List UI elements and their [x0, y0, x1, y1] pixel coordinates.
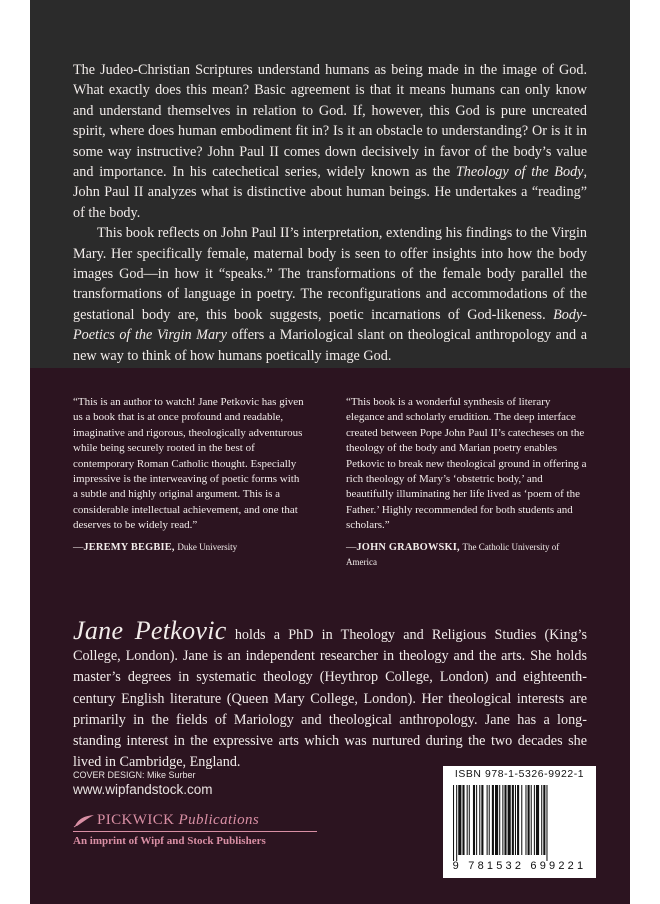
publisher-name: PICKWICK Publications — [97, 812, 260, 828]
barcode-bar — [543, 785, 545, 855]
barcode-bar — [456, 785, 457, 861]
barcode-bar — [525, 785, 526, 855]
barcode-bar — [476, 785, 477, 855]
endorsement-grabowski — [346, 395, 590, 570]
back-cover — [30, 0, 630, 904]
barcode-bar — [515, 785, 516, 855]
barcode-bar — [467, 785, 468, 855]
publisher-imprint: An imprint of Wipf and Stock Publishers — [73, 835, 266, 847]
publisher-website: www.wipfandstock.com — [73, 782, 213, 797]
cover-design-credit: COVER DESIGN: Mike Surber — [73, 770, 196, 780]
barcode-bar — [508, 785, 511, 855]
barcode-bar — [536, 785, 539, 855]
endorser-name: JOHN GRABOWSKI, — [356, 541, 460, 553]
barcode-bar — [512, 785, 514, 855]
isbn-label: ISBN 978-1-5326-9922-1 — [454, 769, 585, 780]
barcode-bar — [453, 785, 454, 861]
barcode-bar — [546, 785, 547, 861]
description-paragraph-2: This book reflects on John Paul II’s interpretation, extending his findings to the Virgin Mary. Her specifically female, maternal body is seen to offer insights into how the body images God—in how it “speaks.” The transformations of the female body parallel the transformations of language in poetry. The reconfigurations and accommodations of the gestational body are, this book suggests, poetic incarnations of God-likeness. Body-Poetics of the Virgin Mary offers a Mariological slant on theological anthropology and a new way to think of how humans poetically image God. — [73, 225, 588, 364]
barcode-bar — [495, 785, 498, 855]
barcode-bar — [528, 785, 530, 855]
endorsement-begbie — [73, 395, 305, 555]
barcode-bar — [479, 785, 480, 855]
endorsement-attribution: —JOHN GRABOWSKI, The Catholic University of America — [346, 541, 560, 568]
barcode-bar — [492, 785, 494, 855]
endorsement-quote: “This is an author to watch! Jane Petkovic has given us a book that is at once profound and readable, imaginative and rigorous, theologically adventurous while being securely rooted in the best of contemporary Roman Catholic thought. Especially impressive is the interweaving of poetic forms with a subtle and highly original argument. This is a considerable intellectual achievement, and one that deserves to be widely read.” — [73, 396, 304, 532]
author-name: Jane Petkovic — [73, 616, 227, 645]
barcode-bar — [531, 785, 532, 855]
barcode-bar — [469, 785, 470, 855]
publisher-logo — [73, 812, 317, 847]
barcode-bar — [462, 785, 464, 855]
isbn-barcode — [443, 766, 596, 878]
series-title: Theology of the Body — [455, 164, 584, 181]
author-bio — [73, 616, 588, 773]
endorser-affiliation: The Catholic University of America — [346, 541, 560, 568]
description-paragraph-1: The Judeo-Christian Scriptures understand humans as being made in the image of God. What exactly does this mean? Basic agreement is that it means humans can only know and understand themselves in relation to God. If, however, this God is pure uncreated spirit, where does human embodiment fit in? Is it an obstacle to understanding? Or is it in some way instructive? John Paul II comes down decisively in favor of the body’s value and importance. In his catechetical series, widely known as the Theology of the Body, John Paul II analyzes what is distinctive about human beings. He undertakes a “reading” of the body. — [73, 62, 588, 221]
barcode-bar — [473, 785, 475, 855]
barcode-bar — [534, 785, 535, 855]
endorser-name: JEREMY BEGBIE, — [83, 541, 175, 553]
endorser-affiliation: Duke University — [177, 541, 238, 552]
barcode-bar — [458, 785, 461, 855]
barcode-bar — [502, 785, 503, 855]
book-title: Body-Poetics of the Virgin Mary — [73, 306, 587, 344]
author-bio-text: holds a PhD in Theology and Religious Studies (King’s College, London). Jane is an independent researcher in theology and the arts. She holds master’s degrees in systematic theology (Heythrop College, London) and eighteenth-century English literature (Queen Mary College, London). Her theological interests are primarily in the fields of Mariology and theological anthropology. Jane has a long-standing interest in the expressive arts which was nurtured during the two decades she lived in Cambridge, England. — [73, 627, 588, 771]
barcode-bar — [517, 785, 519, 855]
barcode-bar — [499, 785, 500, 855]
book-description — [73, 60, 587, 366]
barcode-bar — [487, 785, 488, 855]
barcode-bar — [481, 785, 483, 855]
barcode-bar — [489, 785, 490, 855]
barcode-icon — [451, 785, 588, 861]
barcode-bar — [521, 785, 522, 855]
publisher-name-line — [73, 812, 317, 829]
quill-logo-icon — [73, 814, 95, 828]
publisher-rule — [73, 831, 317, 832]
endorsement-quote: “This book is a wonderful synthesis of literary elegance and scholarly erudition. The deep interface created between Pope John Paul II’s catecheses on the theology of the body and Marian poetry enables Petkovic to break new theological ground in offering a rich theology of Mary’s ‘obstetric body,’ and beautifully illuminating her life lived as ‘poem of the Father.’ Highly recommended for both students and scholars.” — [346, 396, 587, 532]
credits — [73, 770, 213, 797]
barcode-bar — [504, 785, 506, 855]
barcode-bar — [541, 785, 542, 855]
barcode-digits: 9 781532 699221 — [452, 860, 587, 872]
endorsement-attribution: —JEREMY BEGBIE, Duke University — [73, 541, 238, 553]
